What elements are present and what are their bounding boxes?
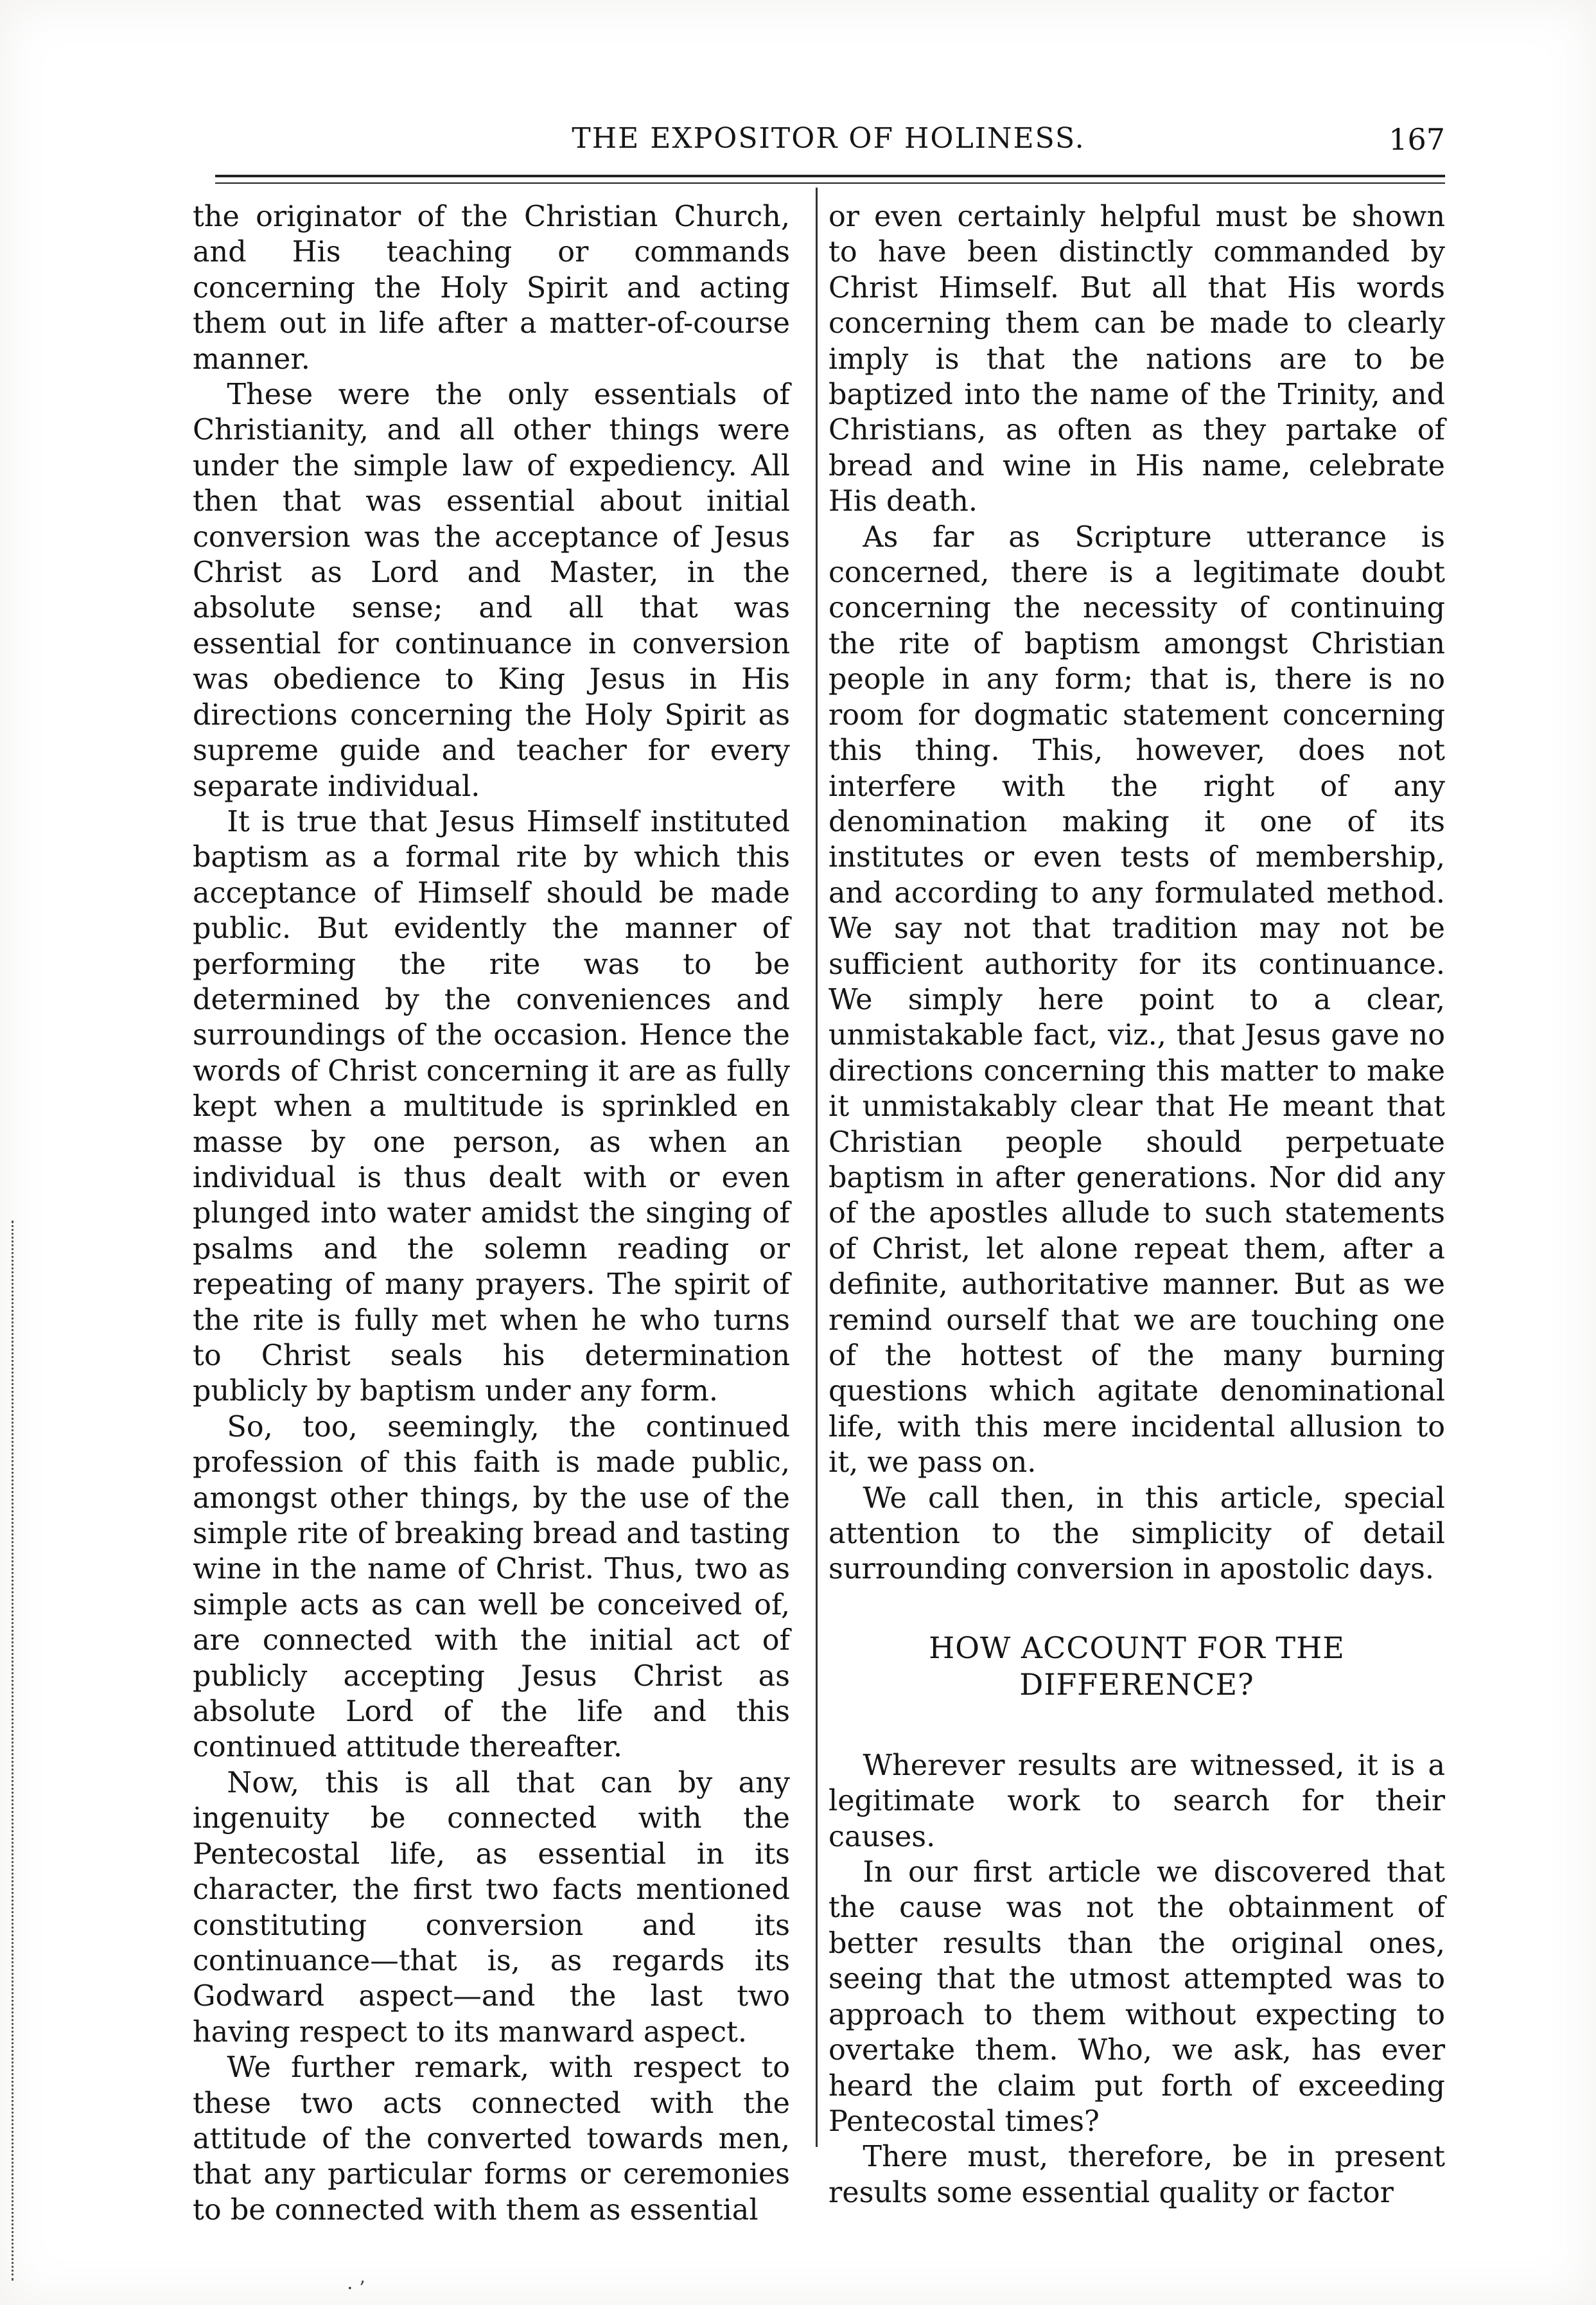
paragraph: These were the only essentials of Christianity, and all other things were under the simple law of expediency. All then that was essential about initial conversion was the acceptance of Jesus Christ as Lord and Master, in the absolute sense; and all that was essential for continuance in conversion was obedience to King Jesus in His directions concerning the Holy Spirit as supreme guide and teacher for every separate individual.: [193, 378, 790, 803]
section-heading-line-1: HOW ACCOUNT FOR THE: [929, 1630, 1345, 1665]
paragraph: We call then, in this article, special attention to the simplicity of detail surrounding conversion in apostolic days.: [829, 1481, 1445, 1586]
section-heading-line-2: DIFFERENCE?: [1019, 1666, 1254, 1702]
paragraph: In our first article we discovered that the cause was not the obtainment of better results than the original ones, seeing that the utmost attempted was to approach to them without expecting to overtake them. Who, we ask, has ever heard the claim put forth of exceeding Pentecostal times?: [829, 1856, 1445, 2138]
paragraph: the originator of the Christian Church, and His teaching or commands concerning the Holy Spirit and acting them out in life after a matter-of-course manner.: [193, 200, 790, 376]
paragraph: It is true that Jesus Himself instituted baptism as a formal rite by which this acceptance of Himself should be made public. But evidently the manner of performing the rite was to be determined by the conveniences and surroundings of the occasion. Hence the words of Christ concerning it are as fully kept when a multitude is sprinkled en masse by one person, as when an individual is thus dealt with or even plunged into water amidst the singing of psalms and the solemn reading or repeating of many prayers. The spirit of the rite is fully met when he who turns to Christ seals his determination publicly by baptism under any form.: [193, 805, 790, 1408]
running-title: THE EXPOSITOR OF HOLINESS.: [572, 122, 1085, 155]
paragraph: So, too, seemingly, the continued profession of this faith is made public, amongst other things, by the use of the simple rite of breaking bread and tasting wine in the name of Christ. Thus, two as simple acts as can well be conceived of, are connected with the initial act of publicly accepting Jesus Christ as absolute Lord of the life and this continued attitude thereafter.: [193, 1410, 790, 1764]
section-heading: [829, 1630, 1445, 1703]
paragraph: There must, therefore, be in present results some essential quality or factor: [829, 2141, 1445, 2209]
right-column: [829, 199, 1445, 2211]
paragraph: We further remark, with respect to these two acts connected with the attitude of the converted towards men, that any particular forms or ceremonies to be connected with them as essential: [193, 2051, 790, 2227]
page-header: [212, 122, 1445, 167]
paragraph: As far as Scripture utterance is concerned, there is a legitimate doubt concerning the necessity of continuing the rite of baptism amongst Christian people in any form; that is, there is no room for dogmatic statement concerning this thing. This, however, does not interfere with the right of any denomination making it one of its institutes or even tests of membership, and according to any formulated method. We say not that tradition may not be sufficient authority for its continuance. We simply here point to a clear, unmistakable fact, viz., that Jesus gave no directions concerning this matter to make it unmistakably clear that He meant that Christian people should perpetuate baptism in after generations. Nor did any of the apostles allude to such statements of Christ, let alone repeat them, after a definite, authoritative manner. But as we remind ourself that we are touching one of the hottest of the many burning questions which agitate denominational life, with this mere incidental allusion to it, we pass on.: [829, 520, 1445, 1479]
binding-edge-marks: [12, 1221, 17, 2281]
paragraph: Wherever results are witnessed, it is a legitimate work to search for their causes.: [829, 1749, 1445, 1853]
page-number: 167: [1389, 122, 1445, 157]
paragraph: Now, this is all that can by any ingenuity be connected with the Pentecostal life, as essential in its character, the first two facts mentioned constituting conversion and its continuance—that is, as regards its Godward aspect—and the last two having respect to its manward aspect.: [193, 1766, 790, 2049]
stray-print-mark: · ’: [347, 2277, 365, 2300]
column-divider: [816, 188, 818, 2147]
header-rule-thick: [215, 175, 1445, 177]
header-rule-thin: [215, 182, 1445, 184]
left-column: [193, 199, 790, 2228]
paragraph: or even certainly helpful must be shown to have been distinctly commanded by Christ Himself. But all that His words concerning them can be made to clearly imply is that the nations are to be baptized into the name of the Trinity, and Christians, as often as they partake of bread and wine in His name, celebrate His death.: [829, 200, 1445, 518]
